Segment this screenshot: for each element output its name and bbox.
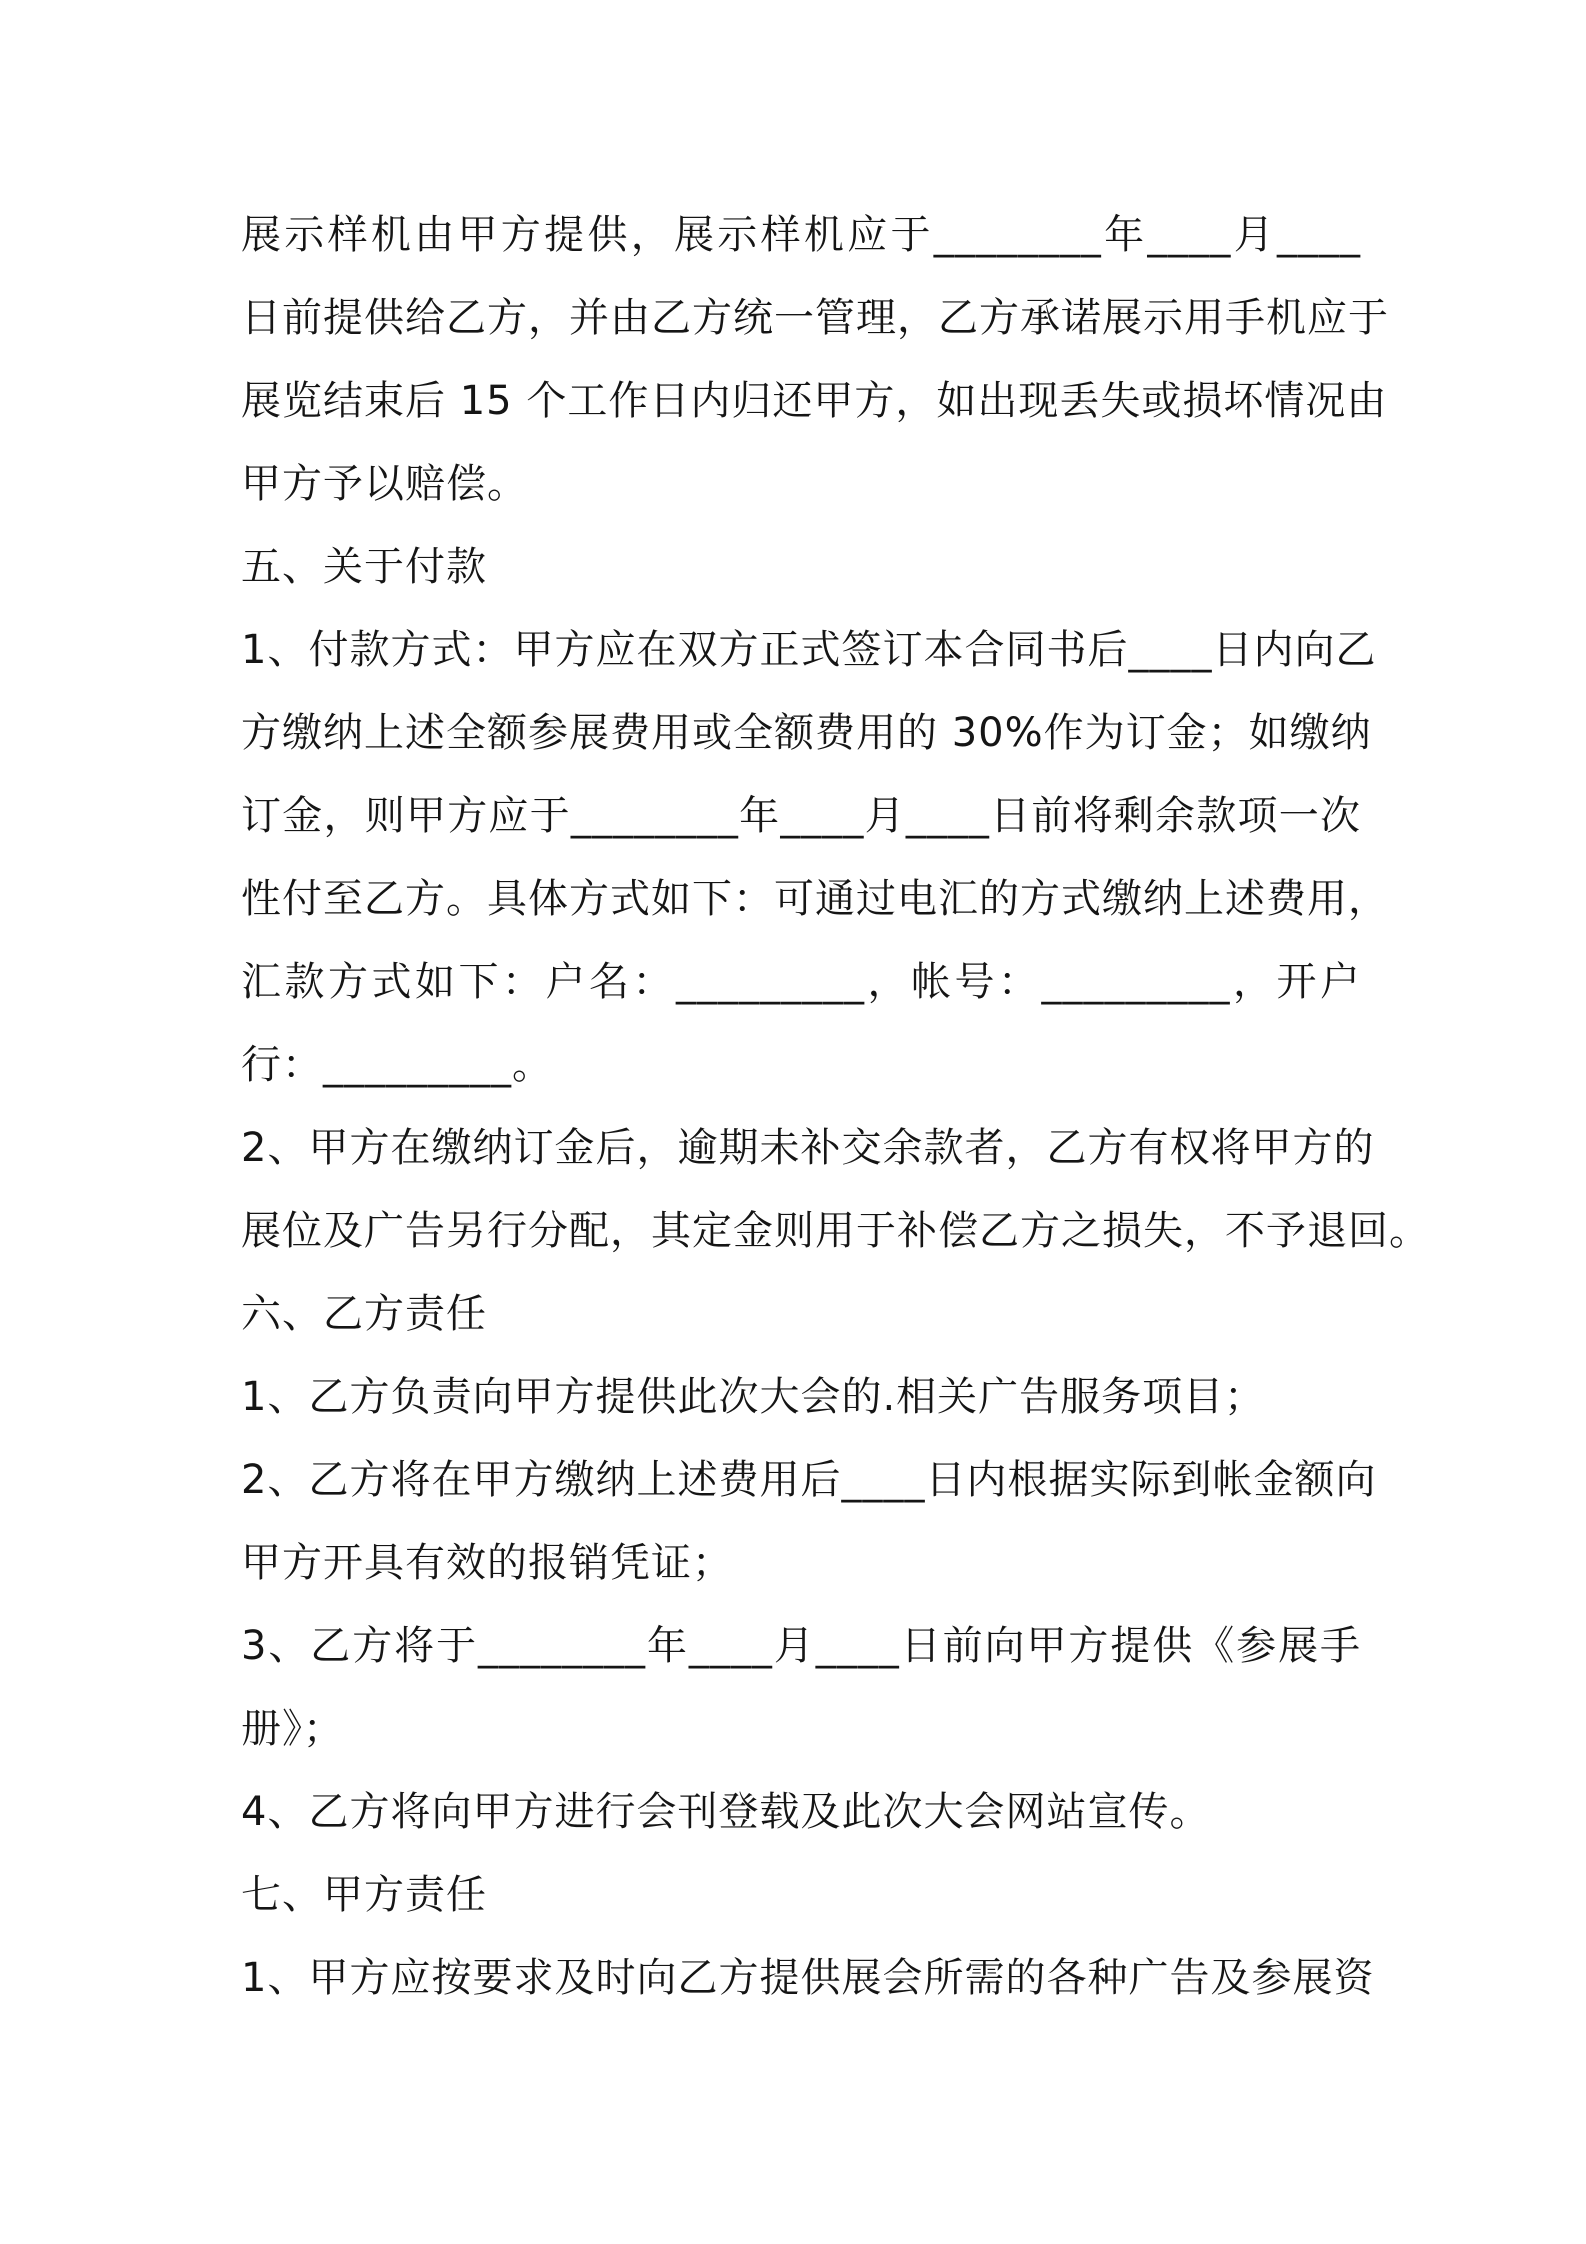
paragraph-line: 2、甲方在缴纳订金后，逾期未补交余款者，乙方有权将甲方的 bbox=[241, 1125, 1375, 1171]
paragraph-line: 4、乙方将向甲方进行会刊登载及此次大会网站宣传。 bbox=[241, 1789, 1211, 1835]
paragraph-line: 展览结束后 15 个工作日内归还甲方，如出现丢失或损坏情况由 bbox=[241, 378, 1388, 424]
paragraph-line: 甲方开具有效的报销凭证； bbox=[241, 1540, 733, 1586]
section-heading: 六、乙方责任 bbox=[241, 1291, 487, 1337]
paragraph-line: 册》； bbox=[241, 1706, 344, 1752]
paragraph-line: 性付至乙方。具体方式如下：可通过电汇的方式缴纳上述费用， bbox=[241, 876, 1389, 922]
paragraph-line: 日前提供给乙方，并由乙方统一管理，乙方承诺展示用手机应于 bbox=[241, 295, 1389, 341]
paragraph-line: 方缴纳上述全额参展费用或全额费用的 30%作为订金；如缴纳 bbox=[241, 710, 1372, 756]
paragraph-line: 行：_________。 bbox=[241, 1042, 553, 1088]
paragraph-line: 甲方予以赔偿。 bbox=[241, 461, 528, 507]
paragraph-line: 订金，则甲方应于________年____月____日前将剩余款项一次 bbox=[241, 793, 1361, 839]
paragraph-line: 3、乙方将于________年____月____日前向甲方提供《参展手 bbox=[241, 1623, 1361, 1669]
paragraph-line: 展位及广告另行分配，其定金则用于补偿乙方之损失，不予退回。 bbox=[241, 1208, 1430, 1254]
document-body bbox=[241, 194, 1430, 2020]
paragraph-line: 1、乙方负责向甲方提供此次大会的.相关广告服务项目； bbox=[241, 1374, 1266, 1420]
paragraph-line: 1、付款方式：甲方应在双方正式签订本合同书后____日内向乙 bbox=[241, 627, 1377, 673]
section-heading: 五、关于付款 bbox=[241, 544, 487, 590]
section-heading: 七、甲方责任 bbox=[241, 1872, 487, 1918]
paragraph-line: 2、乙方将在甲方缴纳上述费用后____日内根据实际到帐金额向 bbox=[241, 1457, 1377, 1503]
paragraph-line: 1、甲方应按要求及时向乙方提供展会所需的各种广告及参展资 bbox=[241, 1955, 1375, 2001]
paragraph-line: 汇款方式如下：户名：_________，帐号：_________，开户 bbox=[241, 959, 1361, 1005]
paragraph-line: 展示样机由甲方提供，展示样机应于________年____月____ bbox=[241, 212, 1361, 258]
